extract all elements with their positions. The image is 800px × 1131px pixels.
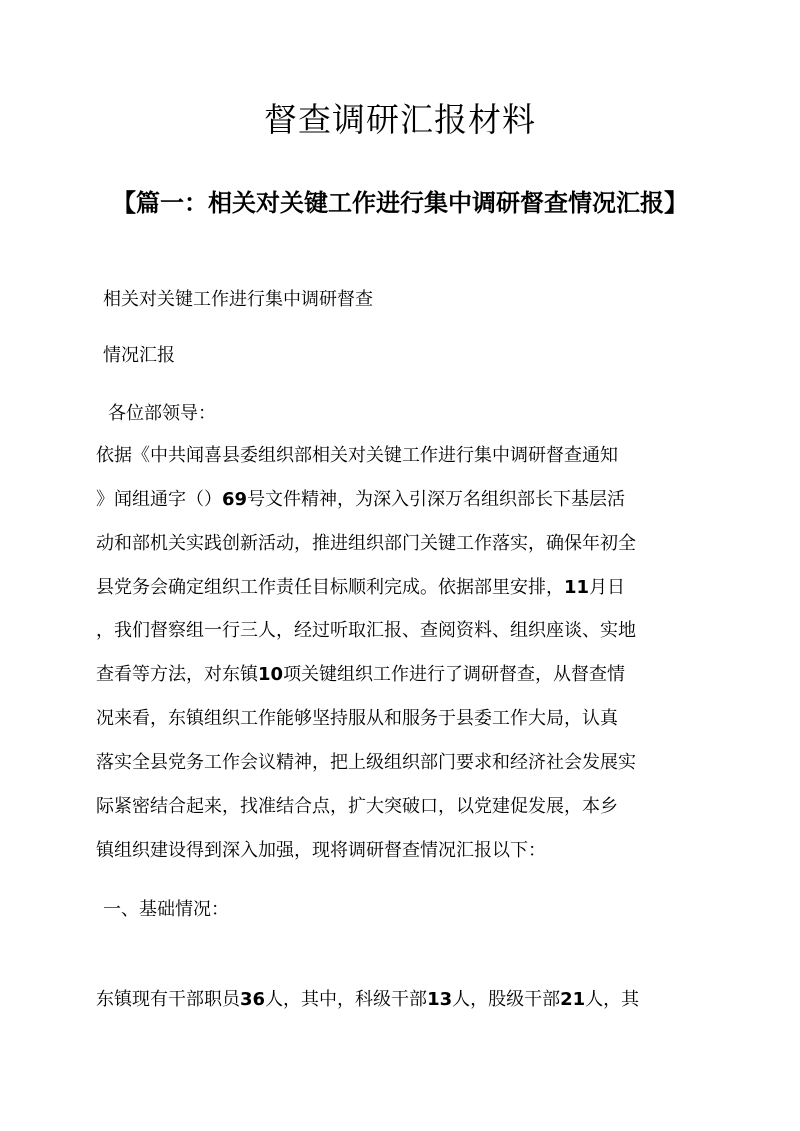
text-span: 项关键组织工作进行了调研督查，从督查情 [283, 664, 626, 685]
text-span: 人，其 [585, 989, 640, 1010]
paragraph-line: 依据《中共闻喜县委组织部相关对关键工作进行集中调研督查通知 [96, 445, 618, 466]
salutation: 各位部领导： [108, 403, 216, 424]
section-heading: 一、基础情况： [103, 899, 229, 920]
number-span: 11 [564, 577, 590, 598]
paragraph-line: ，我们督察组一行三人，经过听取汇报、查阅资料、组织座谈、实地 [96, 620, 636, 641]
text-span: 人，股级干部 [452, 989, 561, 1010]
report-heading-line1: 相关对关键工作进行集中调研督查 [103, 289, 373, 310]
number-span: 36 [240, 989, 266, 1010]
report-heading-line2: 情况汇报 [103, 345, 175, 366]
text-span: 人，其中，科级干部 [265, 989, 428, 1010]
text-span: 县党务会确定组织工作责任目标顺利完成。依据部里安排， [96, 577, 564, 598]
paragraph-line: 况来看，东镇组织工作能够坚持服从和服务于县委工作大局，认真 [96, 708, 618, 729]
paragraph-2-line [96, 986, 639, 1014]
paragraph-line: 际紧密结合起来，找准结合点，扩大突破口，以党建促发展，本乡 [96, 796, 618, 817]
document-title: 督查调研汇报材料 [264, 100, 536, 139]
paragraph-line [96, 661, 625, 689]
number-span: 13 [427, 989, 453, 1010]
text-span: 查看等方法，对东镇 [96, 664, 258, 685]
text-span: 月日 [589, 577, 626, 598]
paragraph-line: 动和部机关实践创新活动，推进组织部门关键工作落实，确保年初全 [96, 533, 636, 554]
paragraph-line [96, 486, 625, 514]
text-span: 》闻组通字（） [96, 489, 222, 510]
number-span: 69 [222, 489, 248, 510]
number-span: 21 [560, 989, 586, 1010]
number-span: 10 [258, 664, 284, 685]
paragraph-line: 镇组织建设得到深入加强，现将调研督查情况汇报以下： [96, 840, 546, 861]
paragraph-line: 落实全县党务工作会议精神，把上级组织部门要求和经济社会发展实 [96, 752, 636, 773]
text-span: 号文件精神，为深入引深万名组织部长下基层活 [247, 489, 626, 510]
paragraph-line [96, 574, 625, 602]
document-subtitle: 【篇一：相关对关键工作进行集中调研督查情况汇报】 [112, 189, 688, 217]
text-span: 东镇现有干部职员 [96, 989, 240, 1010]
